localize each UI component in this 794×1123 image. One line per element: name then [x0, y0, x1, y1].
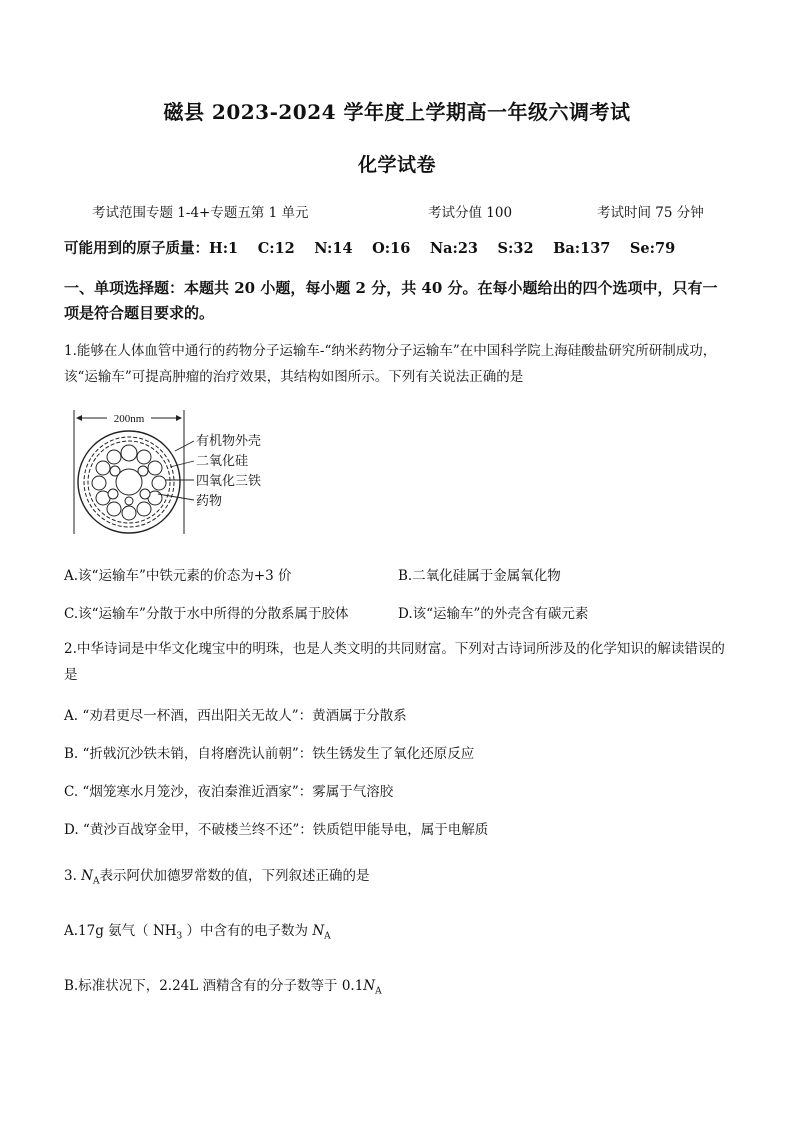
exam-time: 考试时间 75 分钟 — [597, 205, 704, 221]
q2-option-b: B. “折戟沉沙铁未销，自将磨洗认前朝”：铁生锈发生了氧化还原反应 — [64, 746, 475, 762]
atomic-masses: 可能用到的原子质量：H:1 C:12 N:14 O:16 Na:23 S:32 Ba:137 Se:79 — [64, 240, 676, 257]
label-drug: 药物 — [196, 493, 223, 508]
q1-option-d: D.该“运输车”的外壳含有碳元素 — [398, 606, 589, 622]
nanocarrier-structure-diagram — [70, 408, 290, 540]
q2-option-d: D. “黄沙百战穿金甲，不破楼兰终不还”：铁质铠甲能导电，属于电解质 — [64, 822, 489, 838]
q2-option-c: C. “烟笼寒水月笼沙，夜泊秦淮近酒家”：雾属于气溶胶 — [64, 784, 394, 800]
question-2-stem: 2.中华诗词是中华文化瑰宝中的明珠，也是人类文明的共同财富。下列对古诗词所涉及的化学知识的解读错误的是 — [64, 641, 725, 683]
exam-scope: 考试范围专题 1-4+专题五第 1 单元 — [92, 205, 309, 221]
exam-score: 考试分值 100 — [428, 205, 513, 221]
question-3-stem: 3. $N_A$表示阿伏加德罗常数的值，下列叙述正确的是 — [64, 868, 370, 887]
exam-subtitle: 化学试卷 — [357, 154, 436, 176]
width-label: 200nm — [113, 413, 145, 425]
question-1-stem: 1.能够在人体血管中通行的药物分子运输车-“纳米药物分子运输车”在中国科学院上海硅酸盐研究所研制成功，该“运输车”可提高肿瘤的治疗效果，其结构如图所示。下列有关说法正确的是 — [64, 343, 717, 385]
label-silica: 二氧化硅 — [196, 453, 249, 468]
q3-option-a: A.17g 氨气（ $NH_3$ ）中含有的电子数为 $N_A$ — [64, 923, 331, 942]
q1-option-c: C.该“运输车”分散于水中所得的分散系属于胶体 — [64, 606, 349, 622]
exam-title: 磁县 2023-2024 学年度上学期高一年级六调考试 — [163, 100, 631, 124]
label-organic-shell: 有机物外壳 — [196, 433, 262, 448]
q2-option-a: A. “劝君更尽一杯酒，西出阳关无故人”：黄酒属于分散系 — [64, 708, 407, 724]
q1-option-b: B.二氧化硅属于金属氧化物 — [398, 568, 561, 584]
q1-option-a: A.该“运输车”中铁元素的价态为+3 价 — [64, 568, 292, 584]
section-heading: 一、单项选择题：本题共 20 小题，每小题 2 分，共 40 分。在每小题给出的四个选项中，只有一项是符合题目要求的。 — [64, 279, 718, 322]
q3-option-b: B.标准状况下，2.24L 酒精含有的分子数等于 $0.1N_A$ — [64, 978, 382, 997]
label-fe3o4: 四氧化三铁 — [196, 473, 262, 488]
